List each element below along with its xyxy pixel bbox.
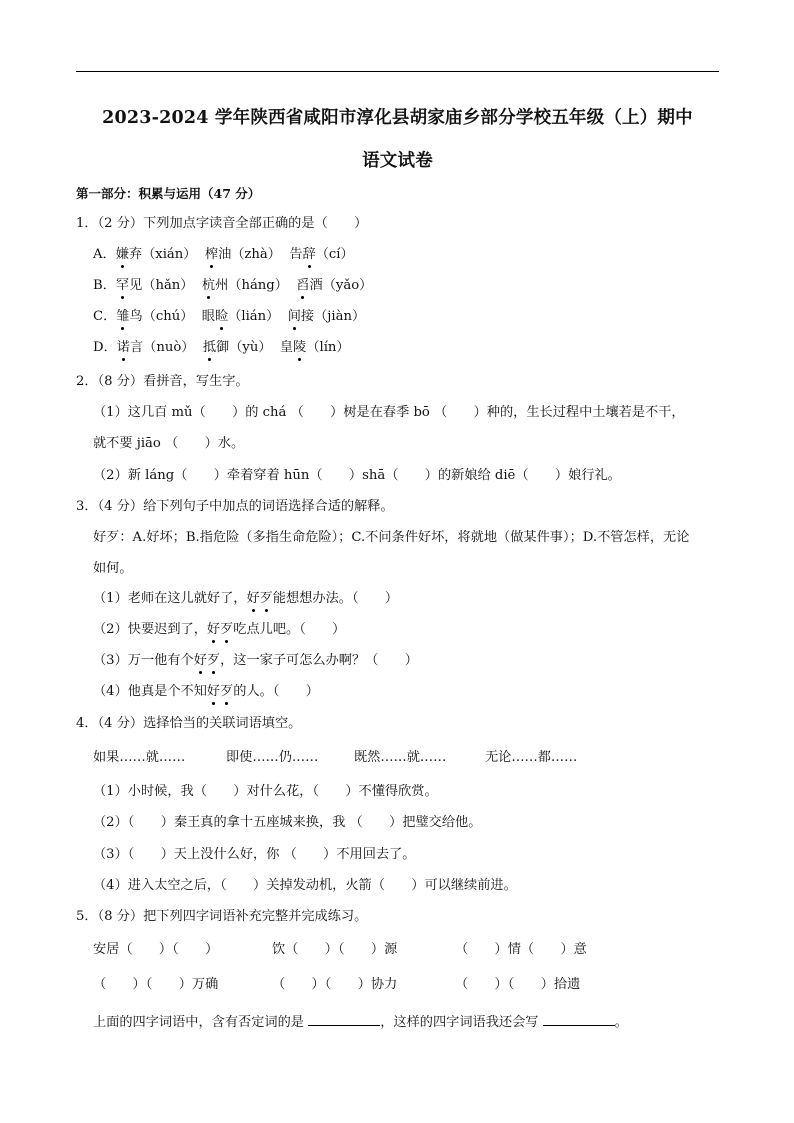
q2-line-3: （2）新 láng（ ）牵着穿着 hūn（ ）shā（ ）的新娘给 diē（ ）娘行礼。 (93, 468, 621, 483)
q5-word-4: （ ）（ ）万确 (93, 977, 219, 992)
q4-sentence-3: （3）（ ）天上没什么好，你 （ ）不用回去了。 (93, 847, 416, 862)
q5-word-2: 饮（ ）（ ）源 (272, 942, 398, 957)
q3-sentence-3: （3）万一他有个好歹，这一家子可怎么办啊？（ ） (93, 651, 418, 671)
page-subtitle: 语文试卷 (362, 151, 433, 171)
q4-option-2: 即使……仍…… (226, 750, 319, 765)
q5-word-3: （ ）情（ ）意 (455, 942, 587, 957)
q2-line-1: （1）这几百 mǔ（ ）的 chá （ ）树是在春季 bō （ ）种的，生长过程中土壤若是不干， (93, 405, 685, 420)
q4-option-4: 无论……都…… (485, 750, 578, 765)
q1-option-b: B．罕见（hǎn） 杭州（háng） 舀酒（yǎo） (93, 276, 372, 296)
q1-option-a: A．嫌弃（xián） 榨油（zhà） 告辞（cí） (93, 245, 354, 265)
q4-sentence-4: （4）进入太空之后，（ ）关掉发动机，火箭（ ）可以继续前进。 (93, 878, 517, 893)
q3-definition-cont: 如何。 (93, 561, 133, 576)
q4-sentence-1: （1）小时候，我（ ）对什么花，（ ）不懂得欣赏。 (93, 784, 438, 799)
q5-word-6: （ ）（ ）拾遗 (455, 977, 581, 992)
answer-blank-1[interactable] (308, 1011, 380, 1026)
q1-option-d: D．诺言（nuò） 抵御（yù） 皇陵（lín） (93, 338, 350, 358)
q3-sentence-4: （4）他真是个不知好歹的人。（ ） (93, 682, 319, 702)
q4-stem: 4．（4 分）选择恰当的关联词语填空。 (76, 716, 302, 731)
q5-word-1: 安居（ ）（ ） (93, 942, 219, 957)
q4-option-3: 既然……就…… (354, 750, 447, 765)
q3-sentence-1: （1）老师在这儿就好了，好歹能想想办法。（ ） (93, 589, 398, 609)
section-heading: 第一部分：积累与运用（47 分） (76, 186, 261, 201)
q1-stem: 1．（2 分）下列加点字读音全部正确的是（ ） (76, 216, 368, 231)
q2-stem: 2．（8 分）看拼音，写生字。 (76, 374, 249, 389)
q5-fill-line: 上面的四字词语中，含有否定词的是 ，这样的四字词语我还会写 。 (93, 1011, 628, 1033)
q1-option-c: C．雏鸟（chú） 眼睑（lián） 间接（jiàn） (93, 307, 365, 327)
header-rule (76, 71, 719, 72)
page-title: 2023-2024 学年陕西省咸阳市淳化县胡家庙乡部分学校五年级（上）期中 (102, 108, 693, 128)
q4-option-1: 如果……就…… (93, 750, 186, 765)
q3-definition: 好歹：A.好坏；B.指危险（多指生命危险）；C.不问条件好坏，将就地（做某件事）；D.不管怎样，无论 (93, 530, 690, 545)
q5-stem: 5．（8 分）把下列四字词语补充完整并完成练习。 (76, 909, 368, 924)
q2-line-2: 就不要 jiāo （ ）水。 (93, 436, 245, 451)
q5-word-5: （ ）（ ）协力 (272, 977, 398, 992)
q4-sentence-2: （2）（ ）秦王真的拿十五座城来换，我 （ ）把璧交给他。 (93, 815, 482, 830)
q3-stem: 3．（4 分）给下列句子中加点的词语选择合适的解释。 (76, 499, 394, 514)
answer-blank-2[interactable] (543, 1011, 615, 1026)
q3-sentence-2: （2）快要迟到了，好歹吃点儿吧。（ ） (93, 620, 345, 640)
